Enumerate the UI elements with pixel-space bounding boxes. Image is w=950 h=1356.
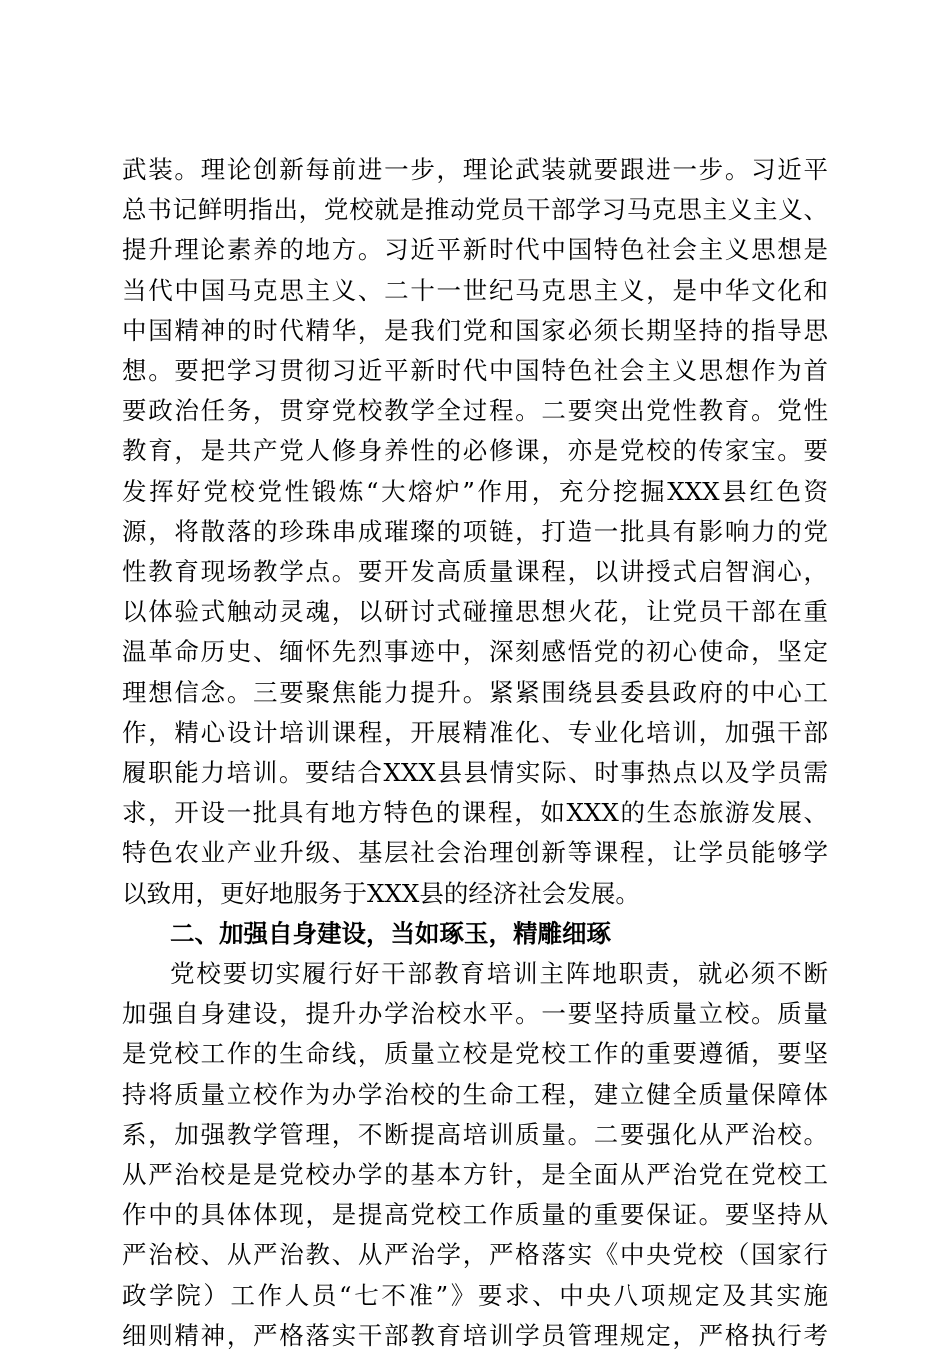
paragraph-line: 特色农业产业升级、基层社会治理创新等课程，让学员能够学: [122, 838, 828, 868]
paragraph-line: 政学院）工作人员“七不准”》要求、中央八项规定及其实施: [122, 1280, 828, 1310]
paragraph-line: 提升理论素养的地方。习近平新时代中国特色社会主义思想是: [122, 235, 828, 265]
paragraph-line: 作，精心设计培训课程，开展精准化、专业化培训，加强干部: [122, 717, 828, 747]
paragraph-line: 武装。理论创新每前进一步，理论武装就要跟进一步。习近平: [122, 155, 828, 184]
paragraph-line: 履职能力培训。要结合XXX县县情实际、时事热点以及学员需: [122, 758, 828, 787]
paragraph-line: 严治校、从严治教、从严治学，严格落实《中央党校（国家行: [122, 1240, 828, 1270]
paragraph-line: 当代中国马克思主义、二十一世纪马克思主义，是中华文化和: [122, 275, 828, 305]
paragraph-line: 总书记鲜明指出，党校就是推动党员干部学习马克思主义主义、: [122, 195, 828, 225]
section-heading: 二、加强自身建设，当如琢玉，精雕细琢: [170, 918, 611, 948]
paragraph-line: 发挥好党校党性锻炼“大熔炉”作用，充分挖掘XXX县红色资: [122, 476, 828, 506]
paragraph-line: 加强自身建设，提升办学治校水平。一要坚持质量立校。质量: [122, 999, 828, 1029]
paragraph-line: 持将质量立校作为办学治校的生命工程，建立健全质量保障体: [122, 1079, 828, 1109]
paragraph-line: 要政治任务，贯穿党校教学全过程。二要突出党性教育。党性: [122, 396, 828, 426]
paragraph-line: 性教育现场教学点。要开发高质量课程，以讲授式启智润心，: [122, 557, 828, 586]
paragraph-line: 以体验式触动灵魂，以研讨式碰撞思想火花，让党员干部在重: [122, 597, 828, 627]
paragraph-line: 源，将散落的珍珠串成璀璨的项链，打造一批具有影响力的党: [122, 516, 828, 546]
paragraph-line: 想。要把学习贯彻习近平新时代中国特色社会主义思想作为首: [122, 356, 828, 385]
paragraph-line: 细则精神，严格落实干部教育培训学员管理规定，严格执行考: [122, 1320, 828, 1350]
paragraph-line: 温革命历史、缅怀先烈事迹中，深刻感悟党的初心使命，坚定: [122, 637, 828, 667]
paragraph-line: 以致用，更好地服务于XXX县的经济社会发展。: [122, 878, 640, 908]
paragraph-line: 从严治校是是党校办学的基本方针，是全面从严治党在党校工: [122, 1160, 828, 1189]
paragraph-line: 求，开设一批具有地方特色的课程，如XXX的生态旅游发展、: [122, 798, 828, 828]
paragraph-line: 理想信念。三要聚焦能力提升。紧紧围绕县委县政府的中心工: [122, 677, 828, 707]
paragraph-line: 系，加强教学管理，不断提高培训质量。二要强化从严治校。: [122, 1119, 828, 1149]
paragraph-line: 是党校工作的生命线，质量立校是党校工作的重要遵循，要坚: [122, 1039, 828, 1069]
paragraph-line: 中国精神的时代精华，是我们党和国家必须长期坚持的指导思: [122, 315, 828, 345]
paragraph-line: 教育，是共产党人修身养性的必修课，亦是党校的传家宝。要: [122, 436, 828, 466]
paragraph-line: 党校要切实履行好干部教育培训主阵地职责，就必须不断: [170, 959, 828, 988]
paragraph-line: 作中的具体体现，是提高党校工作质量的重要保证。要坚持从: [122, 1200, 828, 1230]
